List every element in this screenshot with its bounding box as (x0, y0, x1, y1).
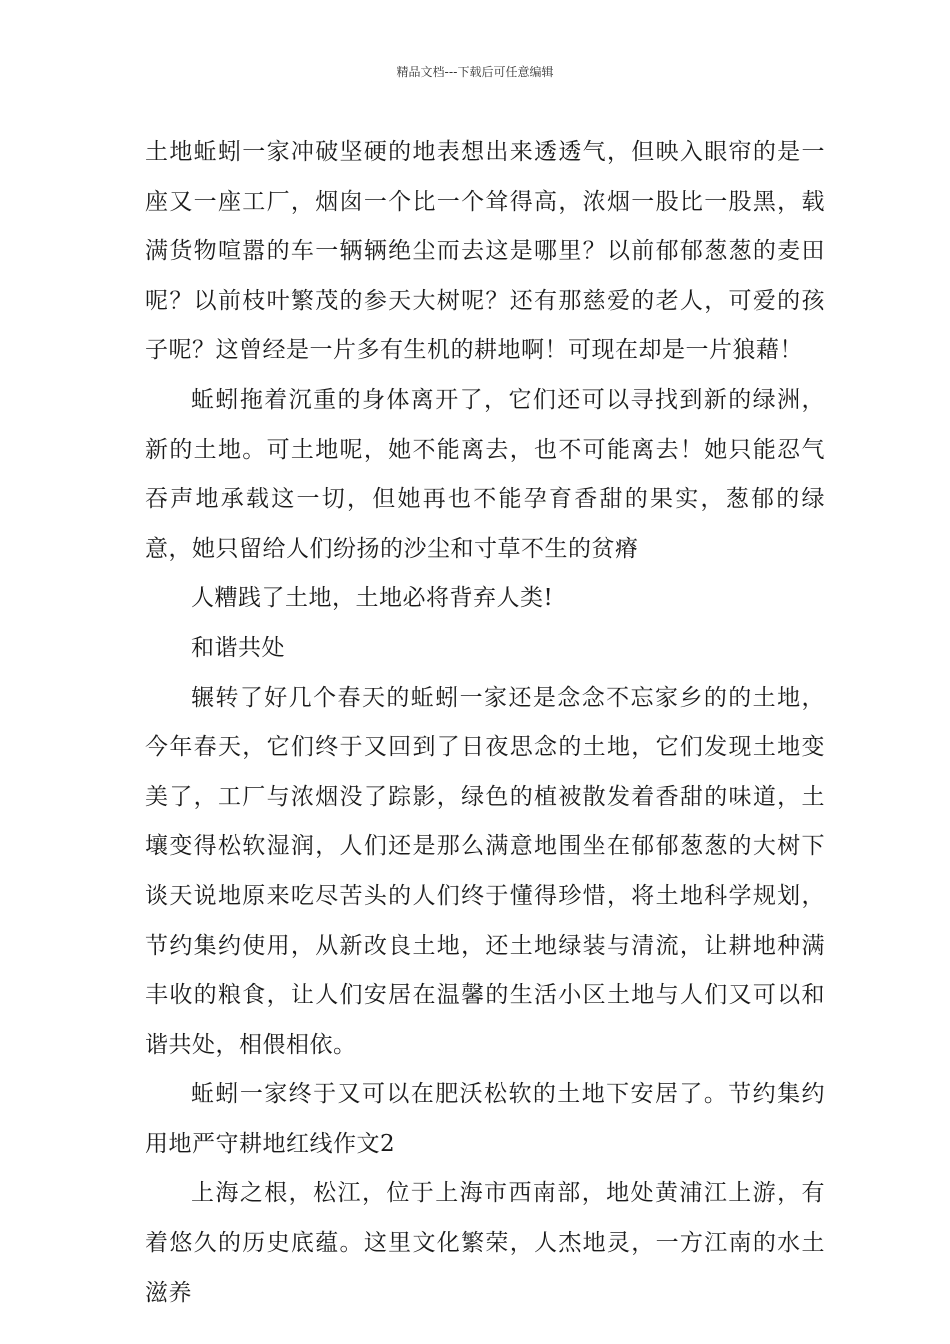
page-header: 精品文档---下载后可任意编辑 (396, 65, 554, 79)
section-heading: 和谐共处 (191, 634, 285, 661)
paragraph-2: 蚯蚓拖着沉重的身体离开了，它们还可以寻找到新的绿洲，新的土地。可土地呢，她不能离去，也不可能离去！她只能忍气吞声地承载这一切，但她再也不能孕育香甜的果实，葱郁的绿意，她只留给人们纷扬的沙尘和寸草不生的贫瘠 (145, 386, 825, 562)
paragraph-1: 土地蚯蚓一家冲破坚硬的地表想出来透透气，但映入眼帘的是一座又一座工厂，烟囱一个比一个耸得高，浓烟一股比一股黑，载满货物喧嚣的车一辆辆绝尘而去这是哪里？以前郁郁葱葱的麦田呢？以前枝叶繁茂的参天大树呢？还有那慈爱的老人，可爱的孩子呢？这曾经是一片多有生机的耕地啊！可现在却是一片狼藉！ (145, 139, 825, 364)
document-body (145, 128, 825, 1318)
paragraph-6: 上海之根，松江，位于上海市西南部，地处黄浦江上游，有着悠久的历史底蕴。这里文化繁荣，人杰地灵，一方江南的水土滋养 (145, 1180, 825, 1306)
paragraph-5: 蚯蚓一家终于又可以在肥沃松软的土地下安居了。节约集约用地严守耕地红线作文2 (145, 1081, 825, 1157)
paragraph-3: 人糟践了土地，土地必将背弃人类! (191, 585, 554, 612)
paragraph-4: 辗转了好几个春天的蚯蚓一家还是念念不忘家乡的的土地，今年春天，它们终于又回到了日夜思念的土地，它们发现土地变美了，工厂与浓烟没了踪影，绿色的植被散发着香甜的味道，土壤变得松软湿润，人们还是那么满意地围坐在郁郁葱葱的大树下谈天说地原来吃尽苦头的人们终于懂得珍惜，将土地科学规划，节约集约使用，从新改良土地，还土地绿装与清流，让耕地种满丰收的粮食，让人们安居在温馨的生活小区土地与人们又可以和谐共处，相偎相依。 (145, 684, 825, 1058)
